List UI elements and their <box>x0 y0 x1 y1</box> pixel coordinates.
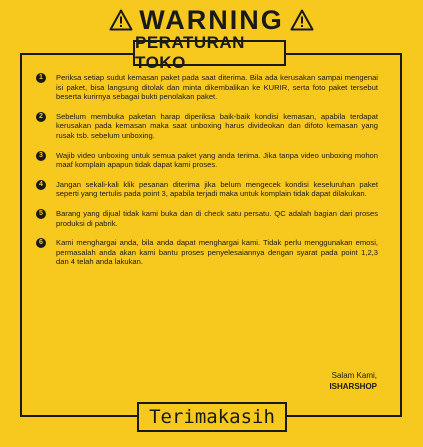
rule-text: Kami menghargai anda, bila anda dapat menghargai kami. Tidak perlu menggunakan emosi, permasalah anda akan kami bantu proses penyelesaiannya dengan syarat pada point 1,2,3 dan 4 telah anda lakukan. <box>56 238 378 267</box>
rule-item-2 <box>36 112 378 141</box>
frame-top-left-line <box>20 53 133 55</box>
frame-left-line <box>20 53 22 417</box>
rule-text: Jangan sekali-kali klik pesanan diterima jika belum mengecek kondisi keseluruhan paket seperti yang tertulis pada point 3, apabila terjadi maka untuk komplain tidak dapat dilakukan. <box>56 179 378 199</box>
rules-title: PERATURAN TOKO <box>133 40 286 66</box>
rule-number-badge: 3 <box>36 151 46 161</box>
warning-title: WARNING <box>139 5 284 35</box>
rule-text: Periksa setiap sudut kemasan paket pada saat diterima. Bila ada kerusakan sampai mengenai isi paket, bisa langsung ditolak dan minta dikembalikan ke KURIR, serta foto paket tersebut beserta kurirnya sebagai bukti penolakan paket. <box>56 73 378 102</box>
rule-number-badge: 5 <box>36 209 46 219</box>
rules-list <box>36 73 378 277</box>
signature-greeting: Salam Kami, <box>331 371 377 380</box>
rule-text: Wajib video unboxing untuk semua paket yang anda terima. Jika tanpa video unboxing mohon maaf komplain apapun tidak dapat kami proses. <box>56 150 378 170</box>
rule-number-badge: 4 <box>36 180 46 190</box>
signature-shop-name: ISHARSHOP <box>329 382 377 391</box>
thanks-label: Terimakasih <box>137 402 287 432</box>
rule-text: Sebelum membuka paketan harap diperiksa baik-baik kondisi kemasan, apabila terdapat kerusakan pada kemasan maka saat unboxing harus divideokan dan difoto kemasan yang rusak tsb. sebelum unboxing. <box>56 111 378 140</box>
warning-triangle-icon <box>109 9 133 31</box>
rule-item-3 <box>36 151 378 170</box>
rule-item-6 <box>36 238 378 267</box>
rule-number-badge: 6 <box>36 238 46 248</box>
frame-bottom-right-line <box>287 415 402 417</box>
warning-header <box>0 6 423 34</box>
warning-triangle-icon <box>290 9 314 31</box>
rule-item-1 <box>36 73 378 102</box>
rule-item-4 <box>36 180 378 199</box>
rule-text: Barang yang dijual tidak kami buka dan di check satu persatu. QC adalah bagian dari proses produksi di pabrik. <box>56 208 378 228</box>
rule-item-5 <box>36 209 378 228</box>
rule-number-badge: 2 <box>36 112 46 122</box>
signature-block <box>329 370 377 392</box>
rule-number-badge: 1 <box>36 73 46 83</box>
frame-bottom-left-line <box>20 415 137 417</box>
frame-right-line <box>400 53 402 417</box>
frame-top-right-line <box>286 53 402 55</box>
